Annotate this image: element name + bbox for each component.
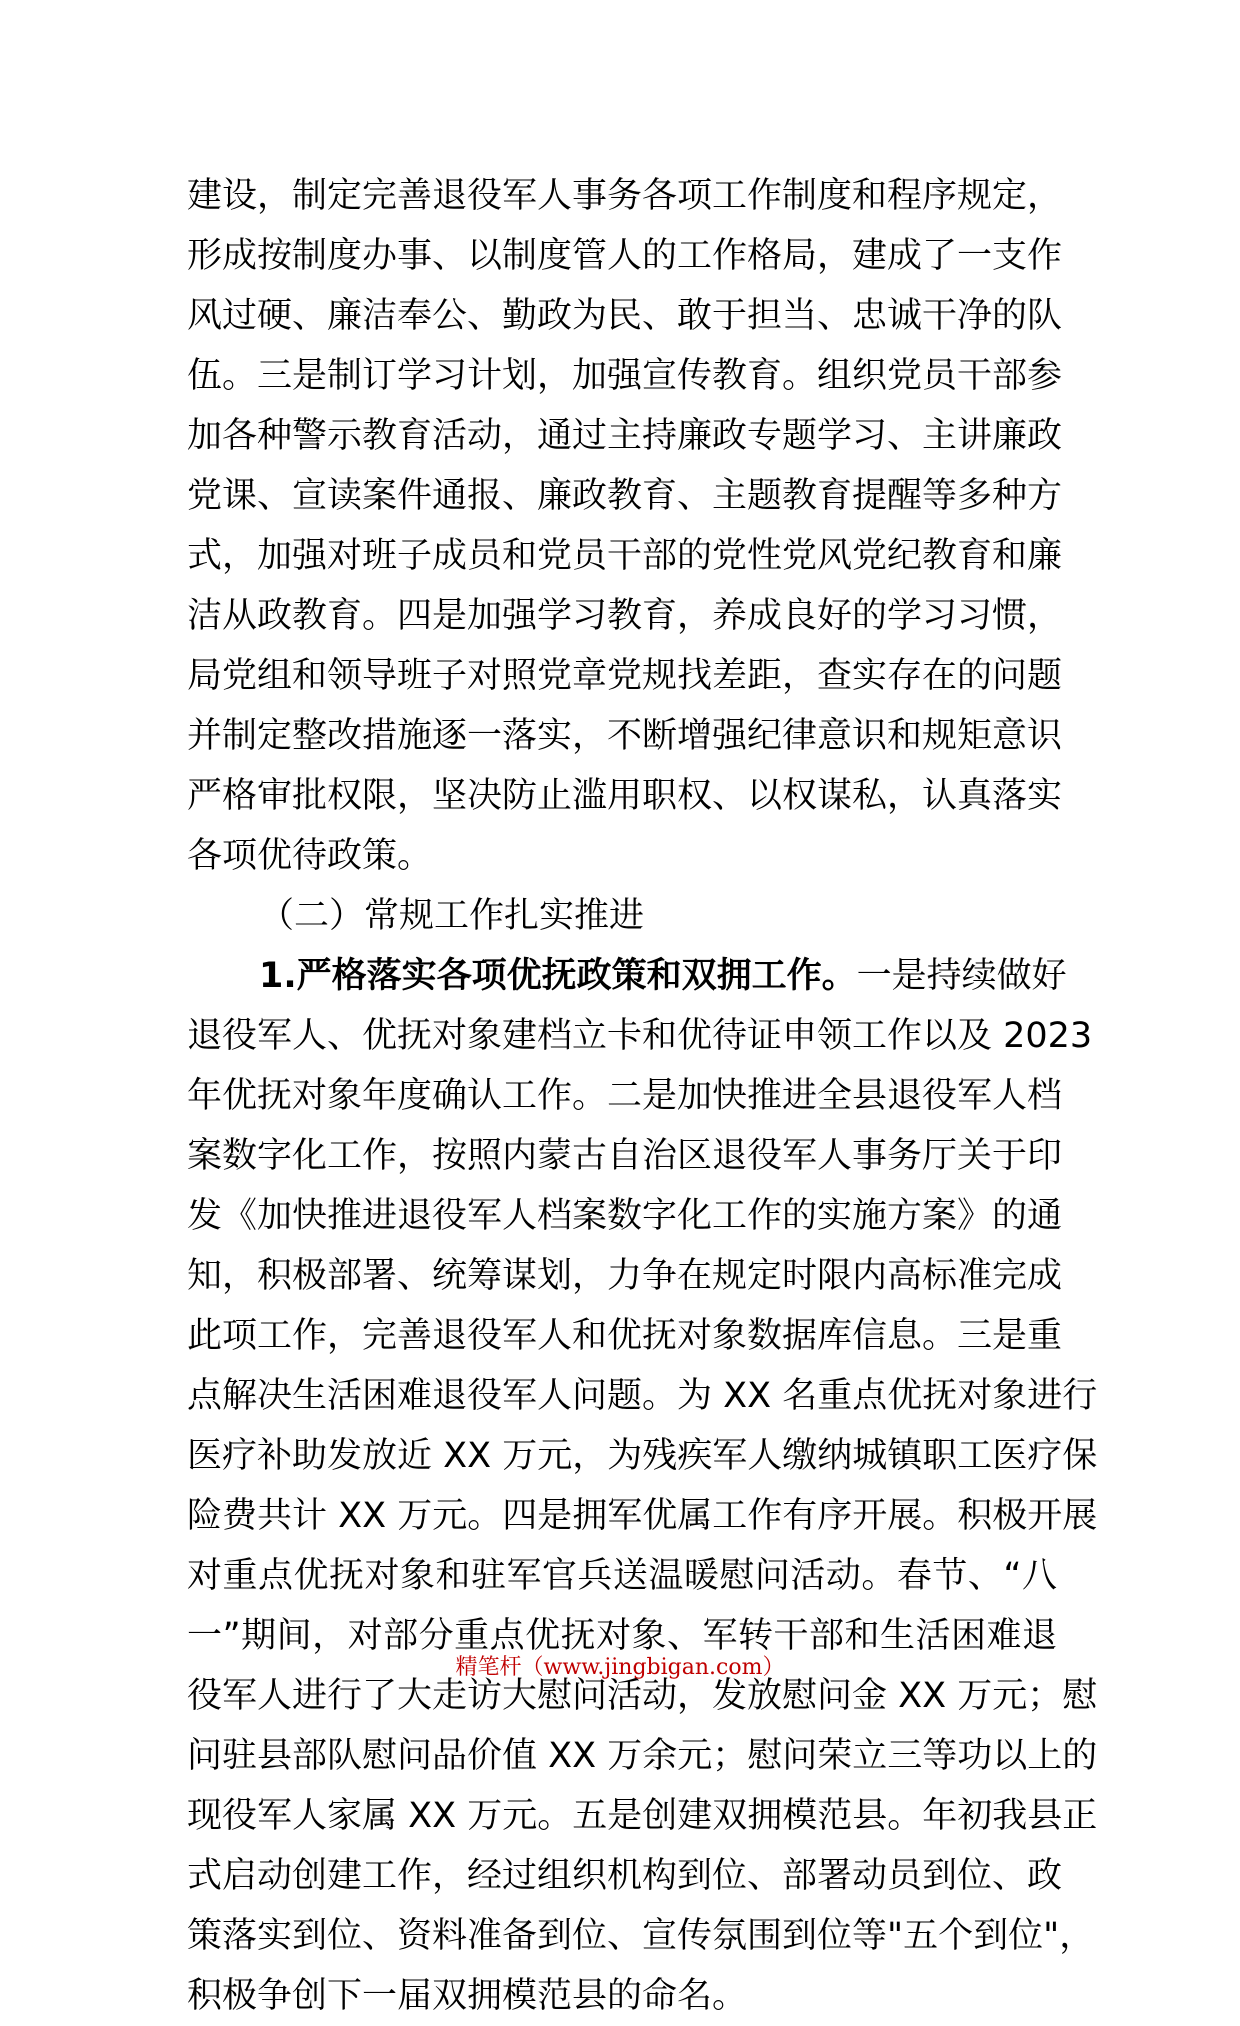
text-line: 医疗补助发放近 XX 万元，为残疾军人缴纳城镇职工医疗保 — [187, 1436, 1098, 1476]
document-body — [187, 166, 1098, 2026]
footer-watermark: 精笔杆（www.jingbigan.com） — [455, 1655, 785, 1680]
text-line: 并制定整改措施逐一落实，不断增强纪律意识和规矩意识 — [187, 716, 1063, 756]
text-line: 加各种警示教育活动，通过主持廉政专题学习、主讲廉政 — [187, 416, 1063, 456]
item-lead-rest: 一是持续做好 — [856, 956, 1067, 996]
text-line: 严格审批权限，坚决防止滥用职权、以权谋私，认真落实 — [187, 776, 1063, 816]
text-line: 年优抚对象年度确认工作。二是加快推进全县退役军人档 — [187, 1076, 1063, 1116]
paragraph-section-2 — [187, 946, 1098, 2026]
text-line: 案数字化工作，按照内蒙古自治区退役军人事务厅关于印 — [187, 1136, 1063, 1176]
text-line: 形成按制度办事、以制度管人的工作格局，建成了一支作 — [187, 236, 1063, 276]
paragraph-section-1 — [187, 166, 1063, 886]
text-line: 此项工作，完善退役军人和优抚对象数据库信息。三是重 — [187, 1316, 1063, 1356]
text-line: 险费共计 XX 万元。四是拥军优属工作有序开展。积极开展 — [187, 1496, 1098, 1536]
text-line: 对重点优抚对象和驻军官兵送温暖慰问活动。春节、“八 — [187, 1556, 1057, 1596]
text-line: 发《加快推进退役军人档案数字化工作的实施方案》的通 — [187, 1196, 1063, 1236]
item-heading-bold: 1.严格落实各项优抚政策和双拥工作。 — [259, 956, 857, 996]
text-line-lead — [187, 946, 1067, 1006]
text-line: 伍。三是制订学习计划，加强宣传教育。组织党员干部参 — [187, 356, 1063, 396]
section-subheading: （二）常规工作扎实推进 — [259, 896, 645, 936]
text-line: 役军人进行了大走访大慰问活动，发放慰问金 XX 万元；慰 — [187, 1676, 1098, 1716]
text-line: 党课、宣读案件通报、廉政教育、主题教育提醒等多种方 — [187, 476, 1063, 516]
text-line: 式，加强对班子成员和党员干部的党性党风党纪教育和廉 — [187, 536, 1063, 576]
text-line: 局党组和领导班子对照党章党规找差距，查实存在的问题 — [187, 656, 1063, 696]
text-line: 策落实到位、资料准备到位、宣传氛围到位等"五个到位"， — [187, 1916, 1095, 1956]
text-line: 式启动创建工作，经过组织机构到位、部署动员到位、政 — [187, 1856, 1063, 1896]
text-line: 建设，制定完善退役军人事务各项工作制度和程序规定， — [187, 176, 1063, 216]
text-line: 问驻县部队慰问品价值 XX 万余元；慰问荣立三等功以上的 — [187, 1736, 1098, 1776]
text-line: 退役军人、优抚对象建档立卡和优待证申领工作以及 2023 — [187, 1016, 1093, 1056]
text-line: 积极争创下一届双拥模范县的命名。 — [187, 1976, 748, 2016]
text-line: 各项优待政策。 — [187, 836, 433, 876]
text-line: 知，积极部署、统筹谋划，力争在规定时限内高标准完成 — [187, 1256, 1063, 1296]
text-line: 风过硬、廉洁奉公、勤政为民、敢于担当、忠诚干净的队 — [187, 296, 1063, 336]
text-line: 洁从政教育。四是加强学习教育，养成良好的学习习惯， — [187, 596, 1063, 636]
text-line: 现役军人家属 XX 万元。五是创建双拥模范县。年初我县正 — [187, 1796, 1098, 1836]
text-line: 一”期间，对部分重点优抚对象、军转干部和生活困难退 — [187, 1616, 1057, 1656]
text-line: 点解决生活困难退役军人问题。为 XX 名重点优抚对象进行 — [187, 1376, 1098, 1416]
